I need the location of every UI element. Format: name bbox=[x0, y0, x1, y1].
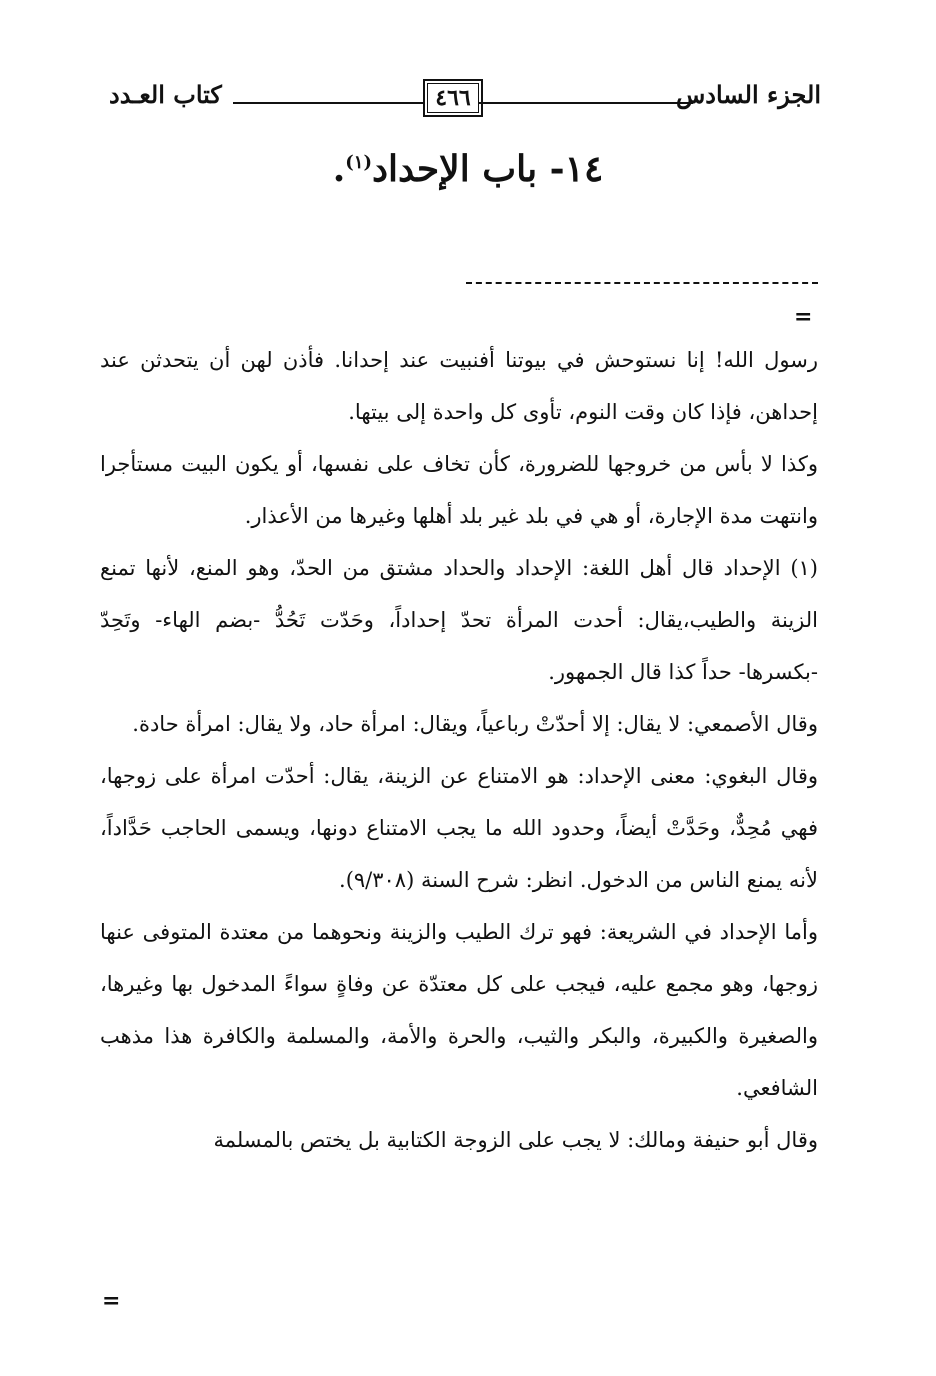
footnote-separator bbox=[466, 282, 818, 284]
chapter-heading bbox=[0, 148, 936, 190]
running-header bbox=[105, 74, 821, 122]
chapter-title-trail: . bbox=[332, 148, 346, 190]
continues-marker: = bbox=[102, 1288, 121, 1314]
header-rule-right bbox=[479, 102, 693, 104]
footnote-reference: (١) bbox=[345, 152, 372, 173]
footnote-paragraph: وقال البغوي: معنى الإحداد: هو الامتناع عن الزينة، يقال: أحدّت امرأة على زوجها، فهي مُحِدٌّ، وحَدَّتْ أيضاً، وحدود الله ما يجب الامتناع دونها، ويسمى الحاجب حَدَّاداً، لأنه يمنع الناس من الدخول. انظر: شرح السنة (٩/٣٠٨). bbox=[100, 764, 818, 892]
footnote-paragraph: وأما الإحداد في الشريعة: فهو ترك الطيب والزينة ونحوهما من معتدة المتوفى عنها زوجها، وهو مجمع عليه، فيجب على كل معتدّة عن وفاةٍ سواءً المدخول بها وغيرها، والصغيرة والكبيرة، والبكر والثيب، والحرة والأمة، والمسلمة والكافرة هذا مذهب الشافعي. bbox=[100, 920, 818, 1100]
footnote-paragraph: رسول الله! إنا نستوحش في بيوتنا أفنبيت عند إحدانا. فأذن لهن أن يتحدثن عند إحداهن، فإذا كان وقت النوم، تأوى كل واحدة إلى بيتها. bbox=[100, 348, 818, 424]
continued-from-marker: = bbox=[794, 304, 813, 330]
chapter-title-text: ١٤- باب الإحداد bbox=[372, 148, 604, 190]
footnote-paragraph: وقال أبو حنيفة ومالك: لا يجب على الزوجة الكتابية بل يختص بالمسلمة bbox=[213, 1128, 818, 1152]
footnote-paragraph: (١) الإحداد قال أهل اللغة: الإحداد والحداد مشتق من الحدّ، وهو المنع، لأنها تمنع الزينة والطيب،يقال: أحدت المرأة تحدّ إحداداً، وحَدّت تَحُدُّ -بضم الهاء- وتَحِدّ -بكسرها- حداً كذا قال الجمهور. bbox=[100, 556, 818, 684]
header-rule-left bbox=[233, 102, 423, 104]
footnote-paragraph: وكذا لا بأس من خروجها للضرورة، كأن تخاف على نفسها، أو يكون البيت مستأجرا وانتهت مدة الإجارة، أو هي في بلد غير بلد أهلها وغيرها من الأعذار. bbox=[100, 452, 818, 528]
footnotes-block bbox=[100, 334, 818, 1166]
volume-title: الجزء السادس bbox=[675, 80, 821, 109]
page-number: ٤٦٦ bbox=[423, 79, 483, 117]
book-title: كتاب العـدد bbox=[109, 80, 222, 109]
footnote-paragraph: وقال الأصمعي: لا يقال: إلا أحدّتْ رباعياً، ويقال: امرأة حاد، ولا يقال: امرأة حادة. bbox=[132, 712, 818, 736]
